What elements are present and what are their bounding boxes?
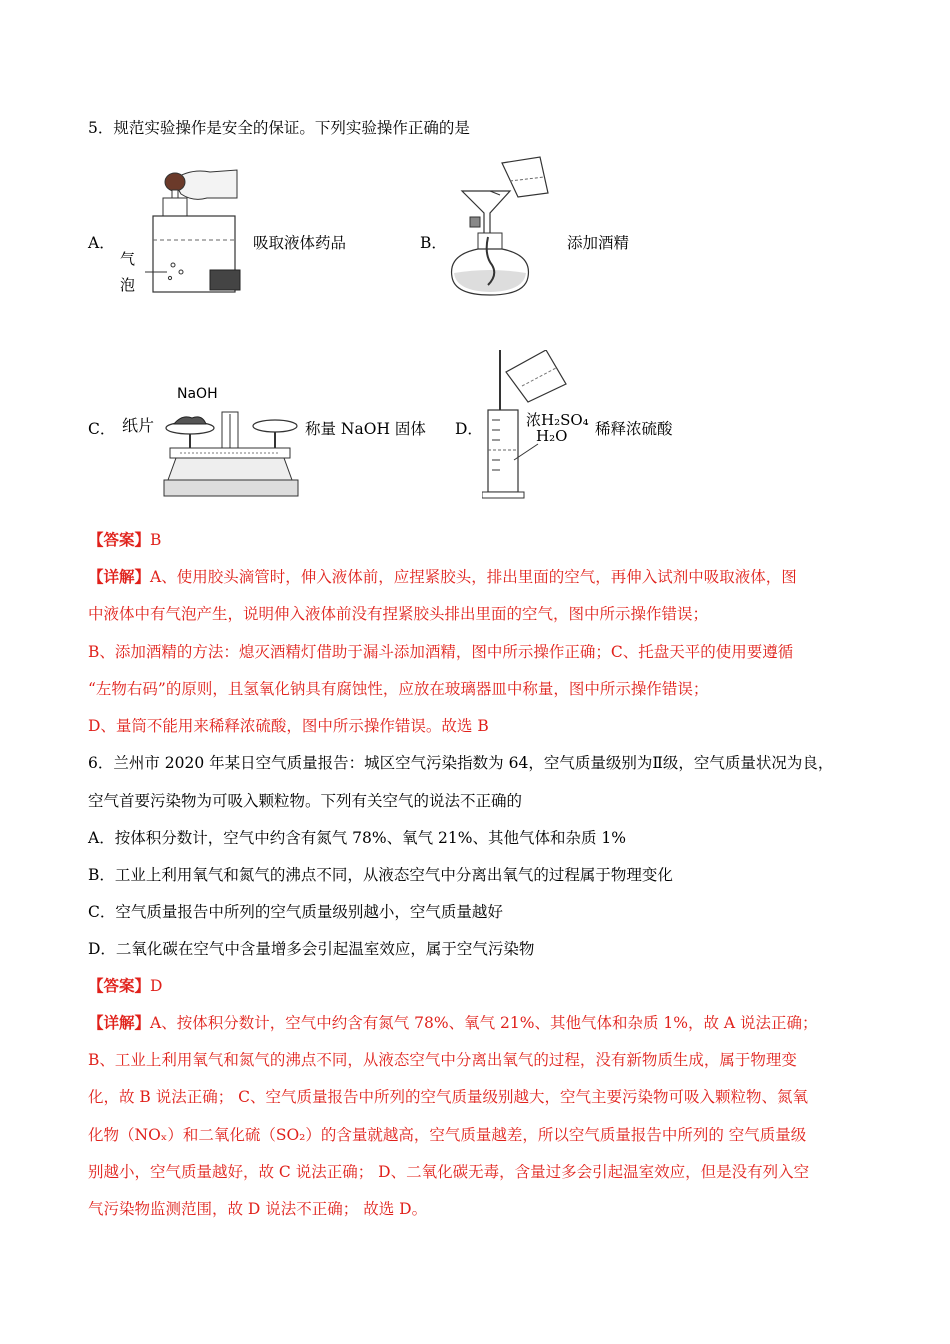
q5-option-c-caption: 称量 NaOH 固体 bbox=[305, 420, 426, 438]
q5-option-a-caption: 吸取液体药品 bbox=[253, 234, 347, 252]
q6-detail-line-1 bbox=[88, 1012, 818, 1034]
q5-option-b-caption: 添加酒精 bbox=[567, 234, 630, 252]
answer-value: B bbox=[150, 531, 162, 549]
q5-detail-line-2: 中液体中有气泡产生，说明伸入液体前没有捏紧胶头排出里面的空气，图中所示操作错误； bbox=[88, 605, 709, 623]
q5-answer bbox=[88, 529, 161, 551]
q5-detail-line-5: D、量筒不能用来稀释浓硫酸，图中所示操作错误。故选 B bbox=[88, 717, 489, 735]
q6-answer bbox=[88, 975, 162, 997]
q5-option-d-label: D． bbox=[455, 420, 483, 438]
dropper-bottle-figure bbox=[115, 160, 250, 300]
q6-stem-line-1: 6．兰州市 2020 年某日空气质量报告：城区空气污染指数为 64，空气质量级别为Ⅱ级，空气质量状况为良， bbox=[88, 754, 834, 772]
bubble-label-2: 泡 bbox=[120, 276, 136, 294]
water-label: H₂O bbox=[536, 427, 568, 445]
q6-option-b: B．工业上利用氧气和氮气的沸点不同，从液态空气中分离出氧气的过程属于物理变化 bbox=[88, 866, 673, 884]
q5-option-b-label: B． bbox=[420, 234, 447, 252]
q6-option-d: D．二氧化碳在空气中含量增多会引起温室效应，属于空气污染物 bbox=[88, 940, 535, 958]
q5-detail-line-1 bbox=[88, 566, 797, 588]
q6-detail-line-4: 化物（NOₓ）和二氧化硫（SO₂）的含量就越高，空气质量越差，所以空气质量报告中所列的 空气质量级 bbox=[88, 1126, 807, 1144]
q5-option-c-label: C． bbox=[88, 420, 116, 438]
q6-stem-line-2: 空气首要污染物为可吸入颗粒物。下列有关空气的说法不正确的 bbox=[88, 792, 523, 810]
naoh-label: NaOH bbox=[177, 386, 218, 402]
q6-option-c: C．空气质量报告中所列的空气质量级别越小，空气质量越好 bbox=[88, 903, 503, 921]
answer-tag: 【答案】 bbox=[88, 530, 151, 549]
detail-tag: 【详解】 bbox=[88, 1013, 151, 1032]
paper-label: 纸片 bbox=[122, 416, 155, 435]
alcohol-lamp-figure bbox=[440, 155, 560, 300]
q6-detail-line-6: 气污染物监测范围，故 D 说法不正确； 故选 D。 bbox=[88, 1200, 428, 1218]
detail-text: A、使用胶头滴管时，伸入液体前，应捏紧胶头，排出里面的空气，再伸入试剂中吸取液体，图 bbox=[150, 568, 797, 586]
q6-detail-line-5: 别越小，空气质量越好，故 C 说法正确； D、二氧化碳无毒，含量过多会引起温室效应，但是没有列入空 bbox=[88, 1163, 810, 1181]
acid-label: 浓H₂SO₄ bbox=[526, 411, 589, 429]
q5-stem: 5．规范实验操作是安全的保证。下列实验操作正确的是 bbox=[88, 119, 470, 137]
detail-text: A、按体积分数计，空气中约含有氮气 78%、氧气 21%、其他气体和杂质 1%，故 A 说法正确； bbox=[150, 1014, 818, 1032]
answer-tag: 【答案】 bbox=[88, 976, 151, 995]
q5-detail-line-4: “左物右码”的原则，且氢氧化钠具有腐蚀性，应放在玻璃器皿中称量，图中所示操作错误； bbox=[88, 680, 709, 698]
bubble-label-1: 气 bbox=[120, 250, 136, 268]
q6-option-a: A．按体积分数计，空气中约含有氮气 78%、氧气 21%、其他气体和杂质 1% bbox=[88, 829, 626, 847]
detail-tag: 【详解】 bbox=[88, 567, 151, 586]
q6-detail-line-3: 化，故 B 说法正确； C、空气质量报告中所列的空气质量级别越大，空气主要污染物可吸入颗粒物、氮氧 bbox=[88, 1088, 809, 1106]
answer-value: D bbox=[150, 977, 163, 995]
q5-option-d-caption: 稀释浓硫酸 bbox=[595, 420, 673, 438]
balance-figure bbox=[160, 388, 302, 500]
q5-detail-line-3: B、添加酒精的方法：熄灭酒精灯借助于漏斗添加酒精，图中所示操作正确；C、托盘天平的使用要遵循 bbox=[88, 643, 794, 661]
q6-detail-line-2: B、工业上利用氧气和氮气的沸点不同，从液态空气中分离出氧气的过程，没有新物质生成，属于物理变 bbox=[88, 1051, 797, 1069]
q5-option-a-label: A． bbox=[88, 234, 115, 252]
